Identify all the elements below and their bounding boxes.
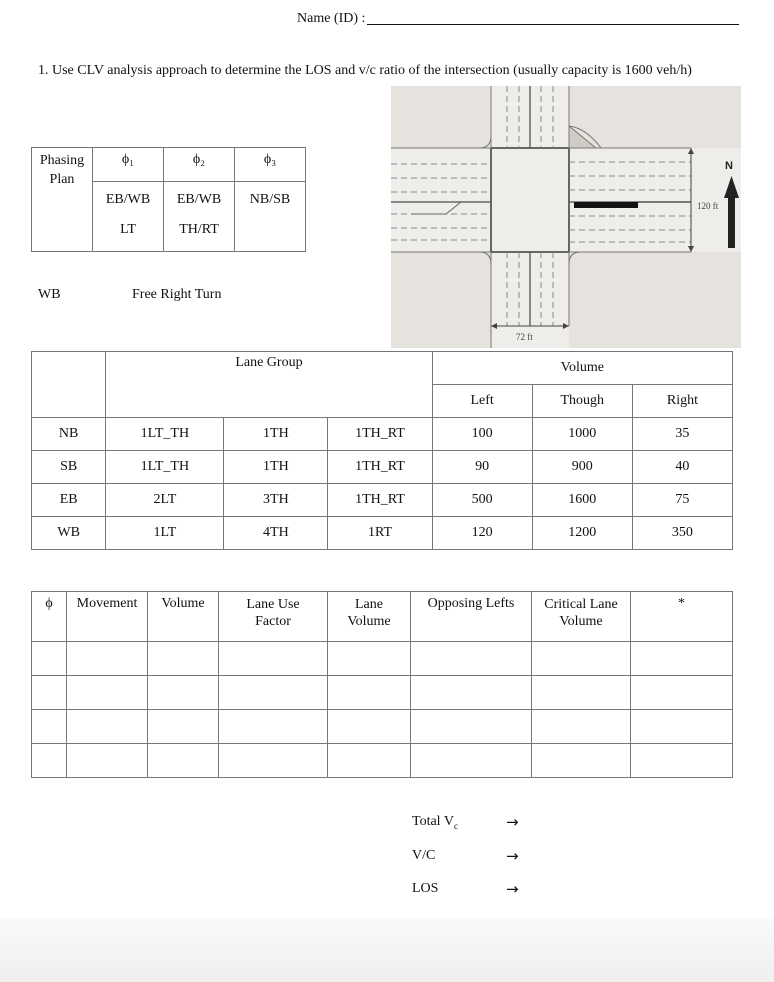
phase-2-line2: TH/RT: [179, 222, 219, 237]
row-right: 40: [632, 451, 732, 484]
intersection-diagram: [391, 86, 741, 348]
mov-header-clv: [532, 592, 631, 642]
mov-header-luf-1: Lane Use: [246, 597, 300, 612]
mov-header-lane-volume: [328, 592, 411, 642]
row-through: 900: [532, 451, 632, 484]
row-approach: NB: [32, 418, 106, 451]
row-through: 1600: [532, 484, 632, 517]
page-footer: [0, 918, 774, 982]
name-blank[interactable]: [367, 10, 739, 25]
row-through: 1000: [532, 418, 632, 451]
table-row: [32, 744, 733, 778]
phasing-title-cell: [32, 148, 93, 252]
row-right: 35: [632, 418, 732, 451]
row-lg1: 1LT_TH: [106, 451, 224, 484]
phase-1-line2: LT: [120, 222, 136, 237]
intersection-svg: [391, 86, 741, 348]
phase-2-line1: EB/WB: [176, 192, 222, 207]
mov-header-clv-2: Volume: [559, 614, 603, 629]
mov-header-movement: Movement: [67, 592, 148, 642]
table-row: [32, 451, 733, 484]
row-lg2: 1TH: [224, 451, 328, 484]
row-left: 90: [432, 451, 532, 484]
row-lg3: 1TH_RT: [328, 451, 432, 484]
volume-table: [31, 351, 733, 550]
north-label: N: [725, 160, 733, 172]
arrow-right-icon: →: [506, 847, 519, 865]
name-id-line: [297, 10, 739, 27]
phase-1-line1: EB/WB: [105, 192, 151, 207]
phase-3-movement: [235, 182, 306, 252]
phasing-table: [31, 147, 306, 252]
phase-1-symbol: ϕ₁: [93, 148, 164, 182]
mov-header-luf: [219, 592, 328, 642]
vc-label: V/C: [412, 848, 436, 863]
note-approach: WB: [38, 287, 61, 302]
dimension-height-label: 120 ft: [697, 201, 719, 211]
row-lg3: 1TH_RT: [328, 484, 432, 517]
row-through: 1200: [532, 517, 632, 550]
row-approach: EB: [32, 484, 106, 517]
row-lg1: 2LT: [106, 484, 224, 517]
table-row: [32, 418, 733, 451]
vol-subheader-left: Left: [432, 385, 532, 418]
row-lg1: 1LT_TH: [106, 418, 224, 451]
total-vc-label: [412, 814, 458, 831]
row-right: 75: [632, 484, 732, 517]
lane-group-header: Lane Group: [106, 352, 432, 418]
row-lg2: 3TH: [224, 484, 328, 517]
row-right: 350: [632, 517, 732, 550]
movement-table: [31, 591, 733, 778]
phase-2-movement: [164, 182, 235, 252]
mov-header-phi: ϕ: [32, 592, 67, 642]
phasing-title-1: Phasing: [39, 153, 85, 168]
table-row: [32, 517, 733, 550]
phase-2-symbol: ϕ₂: [164, 148, 235, 182]
row-approach: WB: [32, 517, 106, 550]
mov-header-opposing: Opposing Lefts: [411, 592, 532, 642]
vol-subheader-right: Right: [632, 385, 732, 418]
mov-header-luf-2: Factor: [255, 614, 291, 629]
total-vc-text: Total V: [412, 814, 454, 829]
row-left: 100: [432, 418, 532, 451]
table-row: [32, 642, 733, 676]
table-row: [32, 710, 733, 744]
table-row: [32, 484, 733, 517]
phase-1-movement: [93, 182, 164, 252]
phase-3-symbol: ϕ₃: [235, 148, 306, 182]
question-text: 1. Use CLV analysis approach to determine the LOS and v/c ratio of the intersection (usually capacity is 1600 veh/h): [38, 63, 692, 78]
dimension-width-label: 72 ft: [516, 332, 533, 342]
name-label: Name (ID) :: [297, 11, 366, 26]
row-approach: SB: [32, 451, 106, 484]
row-lg1: 1LT: [106, 517, 224, 550]
vol-corner-cell: [32, 352, 106, 418]
vol-subheader-through: Though: [532, 385, 632, 418]
row-lg3: 1RT: [328, 517, 432, 550]
note-free-right-turn: Free Right Turn: [132, 287, 222, 302]
mov-header-lane-volume-1: Lane: [355, 597, 383, 612]
table-row: [32, 676, 733, 710]
arrow-right-icon: →: [506, 880, 519, 898]
mov-header-lane-volume-2: Volume: [347, 614, 391, 629]
row-lg3: 1TH_RT: [328, 418, 432, 451]
mov-header-star: *: [631, 592, 733, 642]
arrow-right-icon: →: [506, 813, 519, 831]
row-left: 120: [432, 517, 532, 550]
row-lg2: 1TH: [224, 418, 328, 451]
phase-3-line1: NB/SB: [249, 192, 291, 207]
row-lg2: 4TH: [224, 517, 328, 550]
mov-header-clv-1: Critical Lane: [544, 597, 618, 612]
volume-header: Volume: [432, 352, 732, 385]
total-vc-sub: c: [453, 820, 458, 831]
los-label: LOS: [412, 881, 439, 896]
mov-header-volume: Volume: [148, 592, 219, 642]
row-left: 500: [432, 484, 532, 517]
phasing-title-2: Plan: [49, 172, 75, 187]
